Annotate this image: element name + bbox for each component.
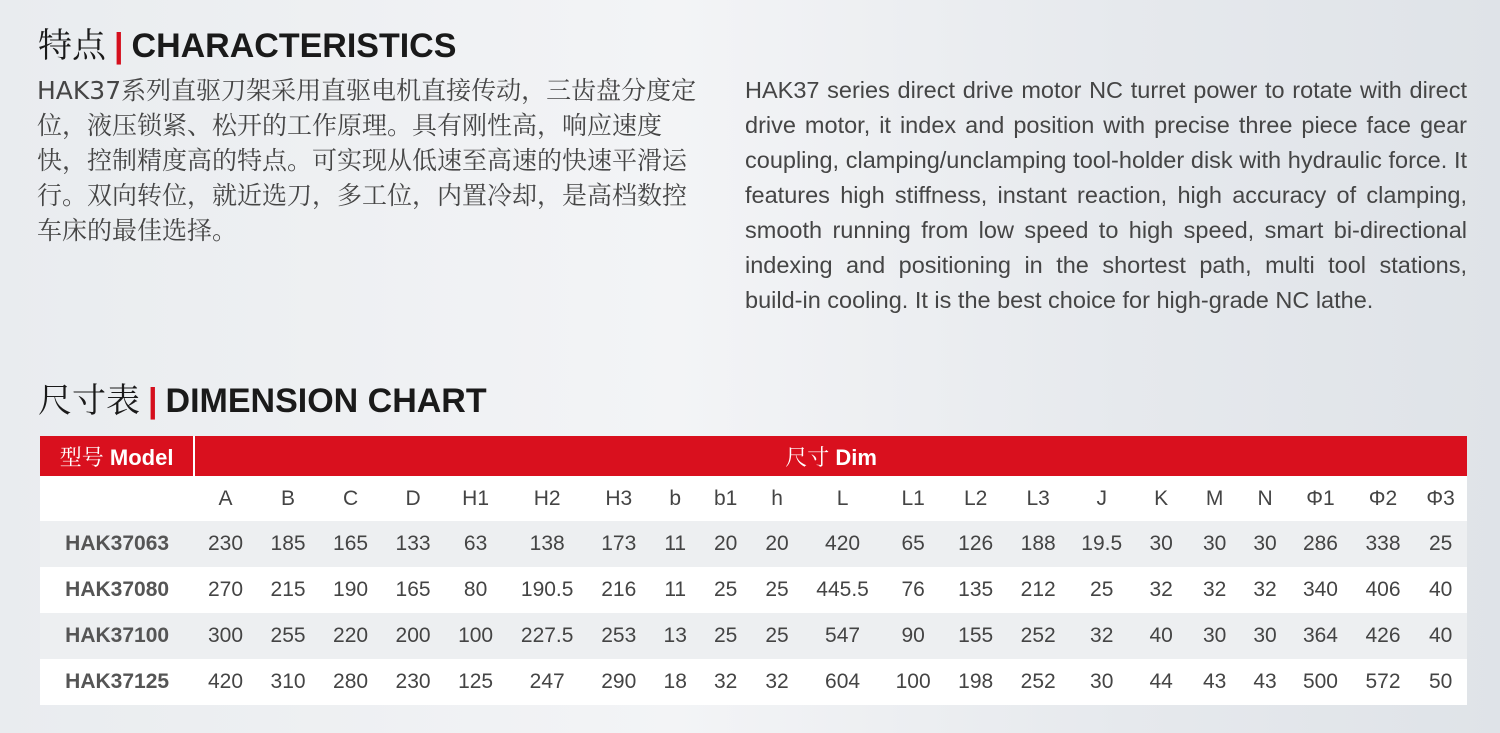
value-cell: 18 (650, 659, 700, 705)
model-header-cn: 型号 (59, 445, 104, 471)
column-label: H2 (507, 476, 588, 521)
dim-header (194, 436, 1467, 476)
table-row (40, 521, 1467, 567)
value-cell: 290 (588, 659, 651, 705)
value-cell: 126 (944, 521, 1007, 567)
column-label-row (40, 476, 1467, 521)
column-label: L (803, 476, 882, 521)
value-cell: 252 (1007, 659, 1070, 705)
value-cell: 500 (1289, 659, 1352, 705)
value-cell: 125 (444, 659, 507, 705)
value-cell: 604 (803, 659, 882, 705)
value-cell: 32 (751, 659, 803, 705)
column-label: H1 (444, 476, 507, 521)
model-cell: HAK37080 (40, 567, 194, 613)
table-row (40, 613, 1467, 659)
value-cell: 230 (382, 659, 445, 705)
column-label: b (650, 476, 700, 521)
value-cell: 25 (1069, 567, 1134, 613)
value-cell: 11 (650, 521, 700, 567)
value-cell: 40 (1414, 567, 1467, 613)
characteristics-title-en: CHARACTERISTICS (131, 27, 457, 65)
column-label: A (194, 476, 257, 521)
value-cell: 198 (944, 659, 1007, 705)
value-cell: 43 (1188, 659, 1240, 705)
column-label: K (1134, 476, 1188, 521)
value-cell: 420 (803, 521, 882, 567)
value-cell: 138 (507, 521, 588, 567)
value-cell: 100 (882, 659, 945, 705)
value-cell: 420 (194, 659, 257, 705)
value-cell: 572 (1352, 659, 1415, 705)
column-label: L1 (882, 476, 945, 521)
column-label-empty (40, 476, 194, 521)
value-cell: 20 (700, 521, 750, 567)
value-cell: 215 (257, 567, 320, 613)
column-label: B (257, 476, 320, 521)
value-cell: 76 (882, 567, 945, 613)
dimension-table-container (40, 436, 1467, 705)
value-cell: 212 (1007, 567, 1070, 613)
dim-header-en: Dim (835, 444, 877, 470)
value-cell: 30 (1188, 521, 1240, 567)
value-cell: 406 (1352, 567, 1415, 613)
value-cell: 32 (700, 659, 750, 705)
dimension-chart-title (38, 373, 487, 422)
value-cell: 426 (1352, 613, 1415, 659)
title-separator: | (114, 27, 124, 65)
value-cell: 25 (751, 567, 803, 613)
value-cell: 310 (257, 659, 320, 705)
dimension-chart-title-cn: 尺寸表 (38, 381, 140, 421)
value-cell: 25 (751, 613, 803, 659)
column-label: J (1069, 476, 1134, 521)
column-label: Φ1 (1289, 476, 1352, 521)
value-cell: 44 (1134, 659, 1188, 705)
column-label: L2 (944, 476, 1007, 521)
column-label: M (1188, 476, 1240, 521)
value-cell: 133 (382, 521, 445, 567)
value-cell: 13 (650, 613, 700, 659)
value-cell: 445.5 (803, 567, 882, 613)
value-cell: 32 (1069, 613, 1134, 659)
column-label: L3 (1007, 476, 1070, 521)
value-cell: 65 (882, 521, 945, 567)
dimension-chart-title-en: DIMENSION CHART (165, 382, 487, 420)
value-cell: 165 (382, 567, 445, 613)
value-cell: 135 (944, 567, 1007, 613)
table-row (40, 659, 1467, 705)
dim-header-cn: 尺寸 (785, 445, 830, 471)
value-cell: 185 (257, 521, 320, 567)
characteristics-title-cn: 特点 (38, 26, 106, 66)
value-cell: 340 (1289, 567, 1352, 613)
column-label: H3 (588, 476, 651, 521)
value-cell: 32 (1134, 567, 1188, 613)
value-cell: 190 (319, 567, 382, 613)
value-cell: 230 (194, 521, 257, 567)
column-label: h (751, 476, 803, 521)
value-cell: 338 (1352, 521, 1415, 567)
table-body (40, 521, 1467, 705)
table-header-row (40, 436, 1467, 476)
characteristics-text-en: HAK37 series direct drive motor NC turret power to rotate with direct drive motor, it index and position with precise three piece face gear coupling, clamping/unclamping tool-holder disk with hydraulic force. It features high stiffness, instant reaction, high accuracy of clamping, smooth running from low speed to high speed, smart bi-directional indexing and positioning in the shortest path, multi tool stations, build-in cooling. It is the best choice for high-grade NC lathe. (745, 77, 1467, 313)
value-cell: 50 (1414, 659, 1467, 705)
value-cell: 63 (444, 521, 507, 567)
value-cell: 165 (319, 521, 382, 567)
value-cell: 247 (507, 659, 588, 705)
value-cell: 173 (588, 521, 651, 567)
model-header-en: Model (109, 444, 174, 470)
model-header (40, 436, 194, 476)
value-cell: 547 (803, 613, 882, 659)
value-cell: 364 (1289, 613, 1352, 659)
value-cell: 20 (751, 521, 803, 567)
column-label: C (319, 476, 382, 521)
value-cell: 11 (650, 567, 700, 613)
value-cell: 253 (588, 613, 651, 659)
column-label: b1 (700, 476, 750, 521)
value-cell: 40 (1134, 613, 1188, 659)
value-cell: 25 (1414, 521, 1467, 567)
value-cell: 25 (700, 567, 750, 613)
value-cell: 220 (319, 613, 382, 659)
column-label: Φ3 (1414, 476, 1467, 521)
value-cell: 270 (194, 567, 257, 613)
dimension-table (40, 436, 1467, 705)
value-cell: 200 (382, 613, 445, 659)
value-cell: 80 (444, 567, 507, 613)
column-label: N (1241, 476, 1289, 521)
value-cell: 30 (1069, 659, 1134, 705)
title-separator: | (148, 382, 158, 420)
value-cell: 252 (1007, 613, 1070, 659)
value-cell: 43 (1241, 659, 1289, 705)
value-cell: 227.5 (507, 613, 588, 659)
model-cell: HAK37100 (40, 613, 194, 659)
value-cell: 30 (1134, 521, 1188, 567)
value-cell: 19.5 (1069, 521, 1134, 567)
value-cell: 190.5 (507, 567, 588, 613)
value-cell: 280 (319, 659, 382, 705)
characteristics-text-cn: HAK37系列直驱刀架采用直驱电机直接传动，三齿盘分度定位，液压锁紧、松开的工作原理。具有刚性高，响应速度快，控制精度高的特点。可实现从低速至高速的快速平滑运行。双向转位，就近选刀，多工位，内置冷却，是高档数控车床的最佳选择。 (37, 76, 697, 245)
value-cell: 188 (1007, 521, 1070, 567)
value-cell: 30 (1241, 521, 1289, 567)
value-cell: 30 (1241, 613, 1289, 659)
column-label: Φ2 (1352, 476, 1415, 521)
value-cell: 300 (194, 613, 257, 659)
model-cell: HAK37125 (40, 659, 194, 705)
model-cell: HAK37063 (40, 521, 194, 567)
value-cell: 286 (1289, 521, 1352, 567)
value-cell: 216 (588, 567, 651, 613)
value-cell: 25 (700, 613, 750, 659)
value-cell: 155 (944, 613, 1007, 659)
value-cell: 32 (1241, 567, 1289, 613)
value-cell: 100 (444, 613, 507, 659)
value-cell: 90 (882, 613, 945, 659)
column-label: D (382, 476, 445, 521)
value-cell: 255 (257, 613, 320, 659)
value-cell: 32 (1188, 567, 1240, 613)
characteristics-title (38, 18, 456, 67)
value-cell: 30 (1188, 613, 1240, 659)
table-row (40, 567, 1467, 613)
value-cell: 40 (1414, 613, 1467, 659)
